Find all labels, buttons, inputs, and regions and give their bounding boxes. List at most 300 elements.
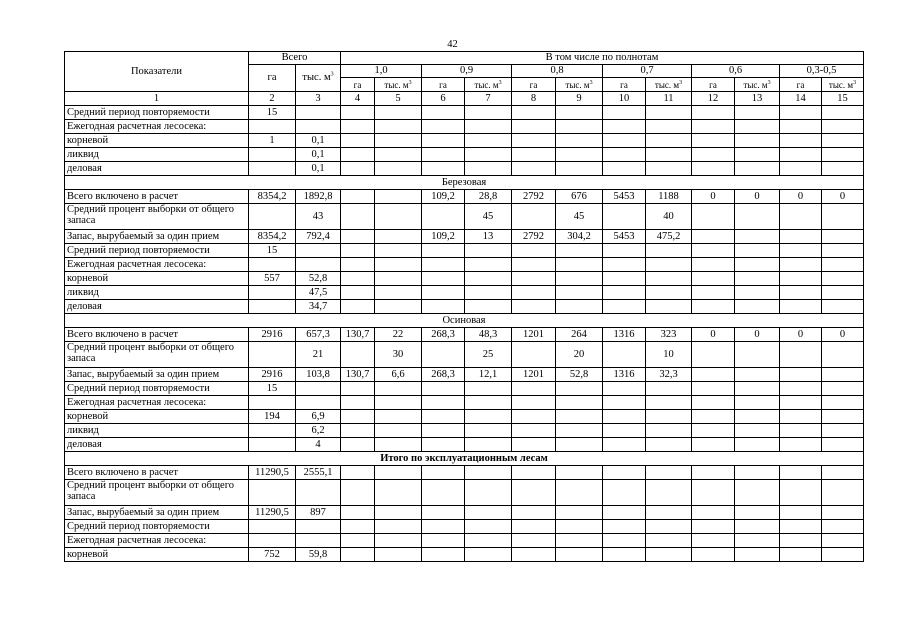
table-cell: 8354,2 [249, 190, 296, 204]
table-cell [822, 106, 864, 120]
table-cell [603, 480, 646, 506]
table-cell [341, 190, 375, 204]
table-cell [822, 368, 864, 382]
row-label: ликвид [65, 424, 249, 438]
table-cell [692, 204, 735, 230]
table-row [65, 106, 864, 120]
table-cell [603, 520, 646, 534]
row-label: Средний процент выборки от общего запаса [65, 342, 249, 368]
table-cell [249, 204, 296, 230]
table-cell: 0 [735, 190, 780, 204]
table-cell [249, 424, 296, 438]
table-cell [465, 134, 512, 148]
table-cell [296, 106, 341, 120]
table-cell [341, 396, 375, 410]
table-cell [822, 244, 864, 258]
table-cell [375, 120, 422, 134]
table-cell [556, 286, 603, 300]
table-cell [375, 258, 422, 272]
table-cell [465, 396, 512, 410]
table-cell [375, 466, 422, 480]
table-cell [822, 424, 864, 438]
table-cell [341, 106, 375, 120]
row-label: деловая [65, 162, 249, 176]
table-cell [249, 396, 296, 410]
table-cell [692, 548, 735, 562]
table-cell [692, 148, 735, 162]
table-cell [780, 548, 822, 562]
table-cell [422, 258, 465, 272]
table-cell [296, 534, 341, 548]
table-cell [422, 480, 465, 506]
table-cell [375, 520, 422, 534]
table-cell [422, 204, 465, 230]
table-cell [735, 548, 780, 562]
table-cell [341, 258, 375, 272]
table-cell [249, 438, 296, 452]
row-label: ликвид [65, 148, 249, 162]
table-cell [822, 120, 864, 134]
table-cell [422, 534, 465, 548]
table-cell [465, 506, 512, 520]
table-row [65, 396, 864, 410]
table-cell [512, 410, 556, 424]
table-cell [341, 286, 375, 300]
table-cell [822, 272, 864, 286]
table-cell [341, 162, 375, 176]
table-cell [692, 368, 735, 382]
table-cell: 792,4 [296, 230, 341, 244]
table-cell [603, 382, 646, 396]
table-cell [341, 410, 375, 424]
table-cell [512, 480, 556, 506]
table-cell [735, 424, 780, 438]
table-cell [375, 382, 422, 396]
table-cell [422, 272, 465, 286]
table-cell [735, 204, 780, 230]
row-label: Запас, вырубаемый за один прием [65, 368, 249, 382]
row-label: Всего включено в расчет [65, 328, 249, 342]
header-unit-volume: тыс. $м^3$ [646, 78, 692, 92]
table-cell [512, 286, 556, 300]
table-cell: 304,2 [556, 230, 603, 244]
table-cell [603, 424, 646, 438]
table-cell [465, 162, 512, 176]
table-cell [692, 342, 735, 368]
table-cell [735, 134, 780, 148]
table-cell [556, 148, 603, 162]
table-cell [735, 506, 780, 520]
table-body [65, 106, 864, 562]
header-density: 0,8 [512, 65, 603, 78]
table-cell [341, 466, 375, 480]
column-number: 3 [296, 92, 341, 106]
header-unit-ha: га [341, 78, 375, 92]
table-cell [375, 534, 422, 548]
table-cell [603, 300, 646, 314]
table-cell [822, 410, 864, 424]
table-cell [735, 300, 780, 314]
table-row [65, 258, 864, 272]
table-cell: 0,1 [296, 148, 341, 162]
table-cell [341, 548, 375, 562]
table-cell: 22 [375, 328, 422, 342]
table-cell: 1 [249, 134, 296, 148]
table-cell [375, 244, 422, 258]
table-cell [603, 120, 646, 134]
table-cell [692, 120, 735, 134]
table-cell: 2555,1 [296, 466, 341, 480]
table-cell [646, 382, 692, 396]
table-cell [375, 396, 422, 410]
row-label: Ежегодная расчетная лесосека: [65, 258, 249, 272]
table-cell: 45 [465, 204, 512, 230]
table-cell [822, 466, 864, 480]
table-cell [603, 286, 646, 300]
table-cell [692, 286, 735, 300]
table-cell [512, 548, 556, 562]
table-cell [341, 506, 375, 520]
table-cell [512, 382, 556, 396]
table-cell [603, 148, 646, 162]
table-cell [422, 342, 465, 368]
table-row [65, 424, 864, 438]
table-cell [375, 134, 422, 148]
table-cell [375, 438, 422, 452]
table-cell [646, 466, 692, 480]
table-cell [512, 438, 556, 452]
table-cell [465, 286, 512, 300]
table-cell [780, 534, 822, 548]
table-cell [512, 148, 556, 162]
table-cell [512, 342, 556, 368]
table-cell [375, 190, 422, 204]
table-cell [780, 148, 822, 162]
table-cell: 45 [556, 204, 603, 230]
section-title: Осиновая [65, 314, 864, 328]
table-row [65, 190, 864, 204]
table-cell: 12,1 [465, 368, 512, 382]
table-cell: 0 [822, 328, 864, 342]
table-row [65, 134, 864, 148]
table-row [65, 162, 864, 176]
table-row [65, 480, 864, 506]
table-cell [603, 272, 646, 286]
table-cell [465, 520, 512, 534]
table-cell: 59,8 [296, 548, 341, 562]
table-cell [249, 258, 296, 272]
table-cell [422, 162, 465, 176]
row-label: ликвид [65, 286, 249, 300]
table-cell: 0,1 [296, 162, 341, 176]
header-density: 0,3-0,5 [780, 65, 864, 78]
table-cell [512, 204, 556, 230]
table-cell: 2916 [249, 368, 296, 382]
table-cell: 32,3 [646, 368, 692, 382]
table-cell [296, 520, 341, 534]
table-cell [512, 466, 556, 480]
table-cell [249, 120, 296, 134]
table-cell [735, 230, 780, 244]
row-label: Средний период повторяемости [65, 520, 249, 534]
table-cell [780, 120, 822, 134]
table-cell [780, 342, 822, 368]
table-cell: 0 [692, 190, 735, 204]
table-header [65, 52, 864, 106]
table-cell [341, 272, 375, 286]
table-cell [512, 300, 556, 314]
table-cell [646, 548, 692, 562]
table-cell [422, 120, 465, 134]
table-cell [512, 162, 556, 176]
table-cell [465, 120, 512, 134]
table-cell [692, 244, 735, 258]
row-label: Запас, вырубаемый за один прием [65, 506, 249, 520]
table-cell [735, 480, 780, 506]
table-cell [249, 162, 296, 176]
column-number: 6 [422, 92, 465, 106]
table-cell [341, 134, 375, 148]
table-cell [465, 424, 512, 438]
table-cell [822, 300, 864, 314]
table-cell [556, 480, 603, 506]
table-cell [735, 438, 780, 452]
table-cell [465, 148, 512, 162]
table-cell [296, 396, 341, 410]
table-cell [822, 342, 864, 368]
table-cell [375, 204, 422, 230]
table-cell [512, 258, 556, 272]
table-cell [375, 300, 422, 314]
table-cell [822, 480, 864, 506]
table-cell [646, 506, 692, 520]
table-cell [296, 244, 341, 258]
table-cell [296, 258, 341, 272]
table-cell [735, 148, 780, 162]
table-cell [341, 438, 375, 452]
row-label: корневой [65, 410, 249, 424]
table-cell: 0 [692, 328, 735, 342]
table-cell [375, 272, 422, 286]
table-cell [512, 106, 556, 120]
table-cell [822, 438, 864, 452]
table-cell: 10 [646, 342, 692, 368]
table-cell [603, 506, 646, 520]
table-cell [341, 382, 375, 396]
table-cell [556, 424, 603, 438]
table-cell [341, 300, 375, 314]
table-cell [556, 162, 603, 176]
table-cell [735, 286, 780, 300]
table-cell [735, 106, 780, 120]
table-cell [512, 506, 556, 520]
table-cell [646, 520, 692, 534]
table-cell: 4 [296, 438, 341, 452]
table-cell [249, 148, 296, 162]
table-cell [780, 396, 822, 410]
table-cell [422, 396, 465, 410]
header-density: 0,9 [422, 65, 512, 78]
column-number: 15 [822, 92, 864, 106]
table-cell [375, 230, 422, 244]
row-label: Ежегодная расчетная лесосека: [65, 396, 249, 410]
table-cell: 30 [375, 342, 422, 368]
table-cell [465, 258, 512, 272]
table-cell: 15 [249, 382, 296, 396]
table-cell [822, 286, 864, 300]
table-cell: 15 [249, 244, 296, 258]
table-cell [512, 244, 556, 258]
table-cell: 557 [249, 272, 296, 286]
table-cell [780, 286, 822, 300]
table-cell: 48,3 [465, 328, 512, 342]
table-cell [603, 244, 646, 258]
table-cell [735, 120, 780, 134]
table-cell [692, 520, 735, 534]
header-unit-ha: га [692, 78, 735, 92]
header-density: 1,0 [341, 65, 422, 78]
table-cell [735, 272, 780, 286]
table-cell [646, 438, 692, 452]
header-density: 0,7 [603, 65, 692, 78]
table-cell [822, 396, 864, 410]
table-cell: 268,3 [422, 328, 465, 342]
table-cell: 25 [465, 342, 512, 368]
header-density: 0,6 [692, 65, 780, 78]
table-cell: 109,2 [422, 230, 465, 244]
table-cell [296, 480, 341, 506]
table-cell: 2792 [512, 230, 556, 244]
section-row [65, 452, 864, 466]
table-cell: 268,3 [422, 368, 465, 382]
table-cell [249, 520, 296, 534]
table-cell [341, 120, 375, 134]
table-cell [512, 396, 556, 410]
table-row [65, 300, 864, 314]
table-cell [341, 342, 375, 368]
table-cell [422, 106, 465, 120]
table-cell [822, 230, 864, 244]
table-cell [735, 520, 780, 534]
table-cell [422, 382, 465, 396]
table-cell [646, 286, 692, 300]
table-cell [780, 368, 822, 382]
table-cell [465, 438, 512, 452]
table-cell [646, 162, 692, 176]
table-cell [465, 410, 512, 424]
table-cell [422, 148, 465, 162]
table-cell [556, 134, 603, 148]
table-cell: 11290,5 [249, 466, 296, 480]
table-cell [296, 120, 341, 134]
table-cell [603, 106, 646, 120]
table-cell [692, 424, 735, 438]
row-label: Средний процент выборки от общего запаса [65, 480, 249, 506]
table-cell [465, 466, 512, 480]
table-cell [341, 520, 375, 534]
table-cell: 11290,5 [249, 506, 296, 520]
table-cell [512, 120, 556, 134]
table-row [65, 368, 864, 382]
column-number: 13 [735, 92, 780, 106]
table-cell [465, 548, 512, 562]
table-cell [341, 480, 375, 506]
table-cell [512, 520, 556, 534]
table-cell [692, 410, 735, 424]
table-cell [780, 424, 822, 438]
table-cell: 109,2 [422, 190, 465, 204]
table-cell [465, 382, 512, 396]
table-cell [780, 466, 822, 480]
table-cell [692, 300, 735, 314]
table-cell: 0 [735, 328, 780, 342]
section-row [65, 314, 864, 328]
table-cell [780, 272, 822, 286]
column-number: 11 [646, 92, 692, 106]
table-cell [249, 480, 296, 506]
header-by-density: В том числе по полнотам [341, 52, 864, 65]
table-cell [822, 162, 864, 176]
table-cell: 52,8 [556, 368, 603, 382]
table-row [65, 230, 864, 244]
table-cell: 47,5 [296, 286, 341, 300]
table-cell: 1316 [603, 328, 646, 342]
table-cell [556, 272, 603, 286]
row-label: Средний период повторяемости [65, 106, 249, 120]
table-cell [465, 534, 512, 548]
table-cell [692, 466, 735, 480]
table-cell [646, 300, 692, 314]
table-cell [375, 286, 422, 300]
table-cell [735, 258, 780, 272]
table-cell: 475,2 [646, 230, 692, 244]
table-cell [780, 230, 822, 244]
table-cell [512, 134, 556, 148]
table-cell [249, 286, 296, 300]
table-cell: 13 [465, 230, 512, 244]
table-cell: 130,7 [341, 368, 375, 382]
row-label: корневой [65, 548, 249, 562]
table-cell [603, 438, 646, 452]
column-number: 4 [341, 92, 375, 106]
table-cell [556, 300, 603, 314]
table-cell [422, 300, 465, 314]
header-total-volume: тыс. $м^3$ [296, 65, 341, 92]
table-cell [465, 244, 512, 258]
table-cell [780, 300, 822, 314]
table-cell [692, 506, 735, 520]
table-cell [735, 162, 780, 176]
table-cell: 15 [249, 106, 296, 120]
table-row [65, 548, 864, 562]
table-cell [692, 134, 735, 148]
row-label: корневой [65, 272, 249, 286]
table-cell [556, 506, 603, 520]
row-label: Средний период повторяемости [65, 382, 249, 396]
table-cell [556, 520, 603, 534]
table-row [65, 410, 864, 424]
table-cell [780, 162, 822, 176]
table-cell [422, 134, 465, 148]
table-cell [249, 300, 296, 314]
table-cell [735, 466, 780, 480]
table-cell [465, 272, 512, 286]
table-cell: 676 [556, 190, 603, 204]
header-unit-ha: га [422, 78, 465, 92]
header-column-numbers [65, 92, 864, 106]
table-cell [822, 534, 864, 548]
table-cell [646, 396, 692, 410]
